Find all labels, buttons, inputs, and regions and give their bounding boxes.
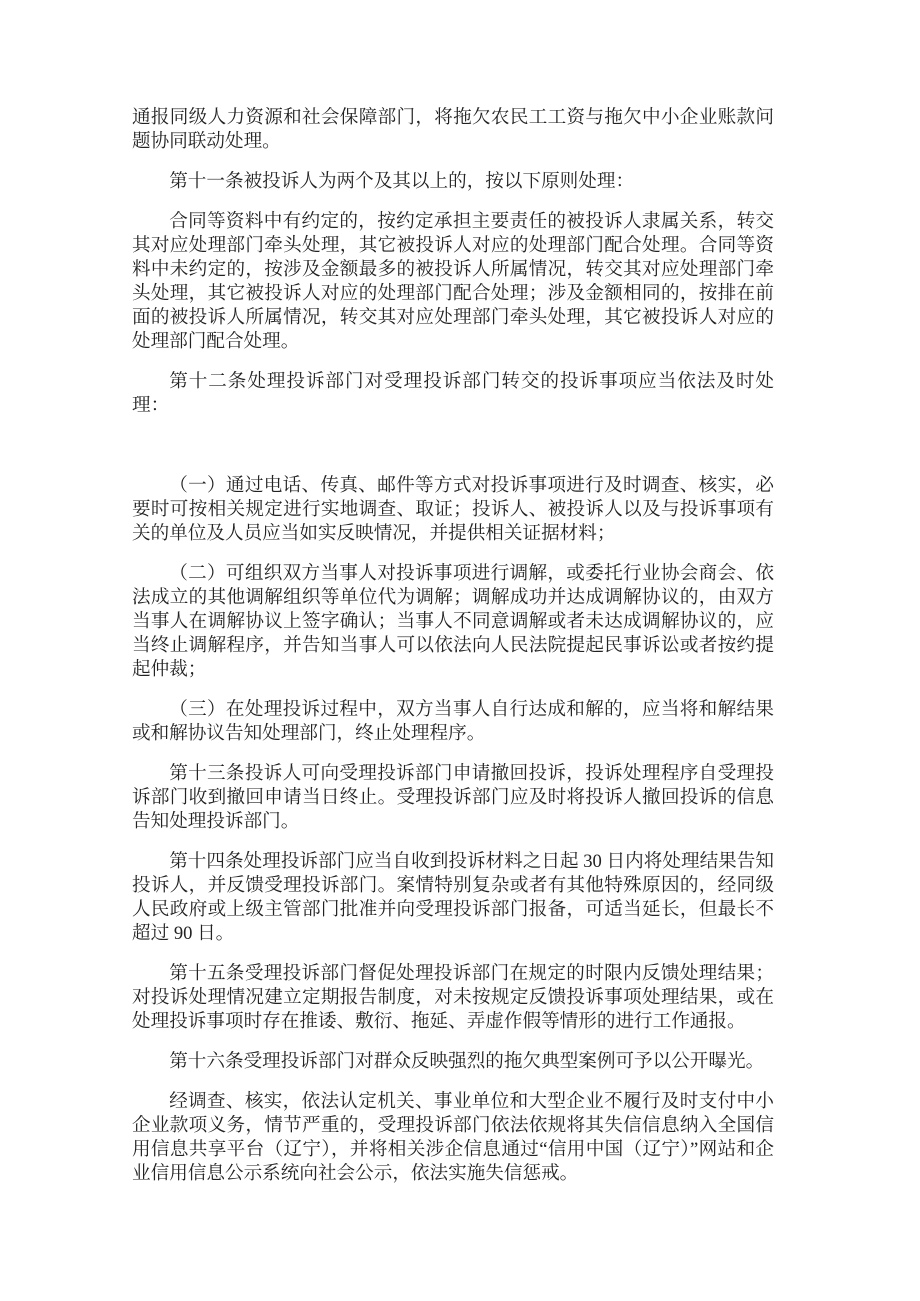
paragraph: （三）在处理投诉过程中，双方当事人自行达成和解的，应当将和解结果或和解协议告知处理部门，终止处理程序。 (132, 699, 774, 744)
paragraph: 第十一条被投诉人为两个及其以上的，按以下原则处理： (169, 171, 635, 192)
paragraph: 通报同级人力资源和社会保障部门，将拖欠农民工工资与拖欠中小企业账款问题协同联动处理。 (132, 107, 774, 152)
paragraph: 合同等资料中有约定的，按约定承担主要责任的被投诉人隶属关系，转交其对应处理部门牵头处理，其它被投诉人对应的处理部门配合处理。合同等资料中未约定的，按涉及金额最多的被投诉人所属情况，转交其对应处理部门牵头处理，其它被投诉人对应的处理部门配合处理；涉及金额相同的，按排在前面的被投诉人所属情况，转交其对应处理部门牵头处理，其它被投诉人对应的处理部门配合处理。 (132, 211, 774, 352)
document-body (132, 106, 774, 1202)
paragraph: （一）通过电话、传真、邮件等方式对投诉事项进行及时调查、核实，必要时可按相关规定进行实地调查、取证；投诉人、被投诉人以及与投诉事项有关的单位及人员应当如实反映情况，并提供相关证据材料； (132, 475, 774, 544)
paragraph: 第十五条受理投诉部门督促处理投诉部门在规定的时限内反馈处理结果；对投诉处理情况建立定期报告制度，对未按规定反馈投诉事项处理结果，或在处理投诉事项时存在推诿、敷衍、拖延、弄虚作假等情形的进行工作通报。 (132, 963, 774, 1032)
blank-line (132, 434, 774, 458)
paragraph: 第十六条受理投诉部门对群众反映强烈的拖欠典型案例可予以公开曝光。 (169, 1051, 765, 1072)
paragraph: 经调查、核实，依法认定机关、事业单位和大型企业不履行及时支付中小企业款项义务，情节严重的，受理投诉部门依法依规将其失信信息纳入全国信用信息共享平台（辽宁），并将相关涉企信息通过“信用中国（辽宁）”网站和企业信用信息公示系统向社会公示，依法实施失信惩戒。 (132, 1091, 774, 1184)
paragraph: 第十三条投诉人可向受理投诉部门申请撤回投诉，投诉处理程序自受理投诉部门收到撤回申请当日终止。受理投诉部门应及时将投诉人撤回投诉的信息告知处理投诉部门。 (132, 763, 774, 832)
paragraph: 第十二条处理投诉部门对受理投诉部门转交的投诉事项应当依法及时处理： (132, 371, 774, 416)
paragraph: 第十四条处理投诉部门应当自收到投诉材料之日起 30 日内将处理结果告知投诉人，并反馈受理投诉部门。案情特别复杂或者有其他特殊原因的，经同级人民政府或上级主管部门批准并向受理投诉部门报备，可适当延长，但最长不超过 90 日。 (132, 851, 774, 944)
paragraph: （二）可组织双方当事人对投诉事项进行调解，或委托行业协会商会、依法成立的其他调解组织等单位代为调解；调解成功并达成调解协议的，由双方当事人在调解协议上签字确认；当事人不同意调解或者未达成调解协议的，应当终止调解程序，并告知当事人可以依法向人民法院提起民事诉讼或者按约提起仲裁； (132, 563, 774, 680)
